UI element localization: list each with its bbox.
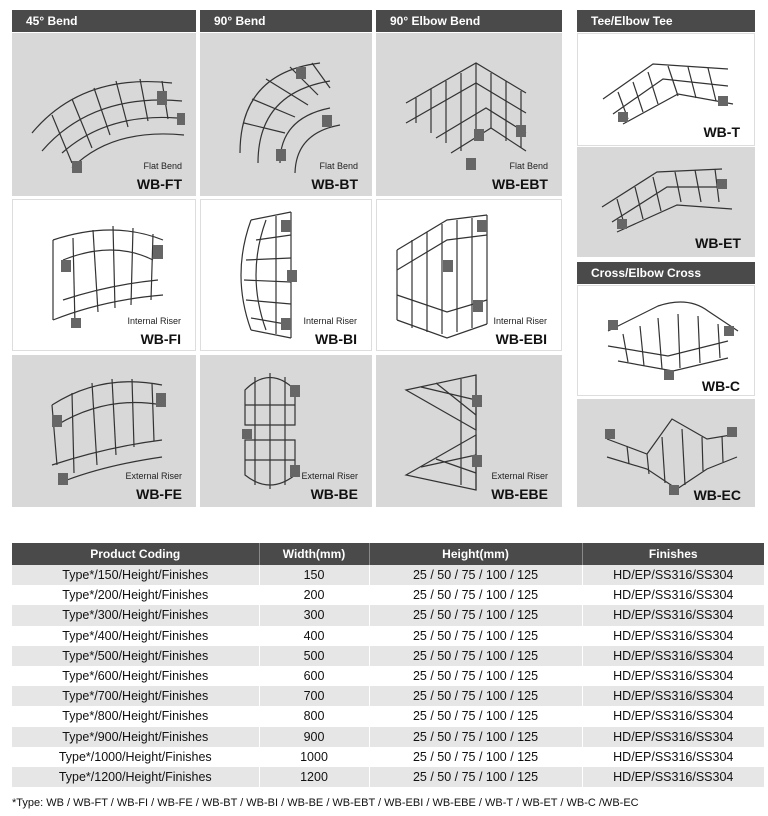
cell-product-coding: Type*/500/Height/Finishes bbox=[12, 646, 259, 666]
cell-height: 25 / 50 / 75 / 100 / 125 bbox=[369, 626, 582, 646]
fitting-drawing-90-elbow-internal-riser bbox=[377, 200, 562, 351]
fitting-caption: External Riser bbox=[491, 471, 548, 481]
fitting-code: WB-EBI bbox=[495, 331, 547, 347]
table-row bbox=[12, 565, 764, 585]
cell-width: 1200 bbox=[259, 767, 369, 787]
cell-height: 25 / 50 / 75 / 100 / 125 bbox=[369, 767, 582, 787]
fitting-card-wb-t bbox=[577, 33, 755, 146]
fitting-caption: External Riser bbox=[301, 471, 358, 481]
cell-height: 25 / 50 / 75 / 100 / 125 bbox=[369, 585, 582, 605]
fitting-card-wb-ec bbox=[577, 399, 755, 507]
column-header-width: Width(mm) bbox=[259, 543, 369, 565]
fitting-caption: Internal Riser bbox=[303, 316, 357, 326]
fitting-card-wb-ebi bbox=[376, 199, 562, 351]
fitting-code: WB-T bbox=[703, 124, 740, 140]
fitting-card-wb-et bbox=[577, 147, 755, 257]
cell-product-coding: Type*/300/Height/Finishes bbox=[12, 605, 259, 625]
cell-width: 600 bbox=[259, 666, 369, 686]
fitting-card-wb-ebt bbox=[376, 33, 562, 196]
table-row bbox=[12, 767, 764, 787]
cell-finishes: HD/EP/SS316/SS304 bbox=[582, 605, 764, 625]
cell-finishes: HD/EP/SS316/SS304 bbox=[582, 626, 764, 646]
table-row bbox=[12, 585, 764, 605]
cell-finishes: HD/EP/SS316/SS304 bbox=[582, 747, 764, 767]
cell-height: 25 / 50 / 75 / 100 / 125 bbox=[369, 727, 582, 747]
fitting-card-wb-bt bbox=[200, 33, 372, 196]
cell-width: 400 bbox=[259, 626, 369, 646]
fitting-code: WB-ET bbox=[695, 235, 741, 251]
header-cross: Cross/Elbow Cross bbox=[577, 262, 755, 284]
fitting-drawing-45-flat-bend bbox=[12, 33, 196, 196]
fitting-code: WB-BT bbox=[311, 176, 358, 192]
cell-height: 25 / 50 / 75 / 100 / 125 bbox=[369, 686, 582, 706]
fitting-caption: Internal Riser bbox=[127, 316, 181, 326]
fitting-caption: Flat Bend bbox=[143, 161, 182, 171]
fitting-drawing-45-internal-riser bbox=[13, 200, 196, 351]
fitting-code: WB-FT bbox=[136, 176, 182, 192]
fitting-caption: Flat Bend bbox=[319, 161, 358, 171]
fitting-drawing-90-flat-bend bbox=[200, 33, 372, 196]
cell-width: 500 bbox=[259, 646, 369, 666]
fitting-code: WB-FE bbox=[136, 486, 182, 502]
fitting-caption: Internal Riser bbox=[493, 316, 547, 326]
cell-height: 25 / 50 / 75 / 100 / 125 bbox=[369, 605, 582, 625]
fitting-caption: External Riser bbox=[125, 471, 182, 481]
cell-finishes: HD/EP/SS316/SS304 bbox=[582, 727, 764, 747]
column-header-product-coding: Product Coding bbox=[12, 543, 259, 565]
fitting-card-wb-ft bbox=[12, 33, 196, 196]
cell-width: 150 bbox=[259, 565, 369, 585]
header-tee: Tee/Elbow Tee bbox=[577, 10, 755, 32]
column-header-height: Height(mm) bbox=[369, 543, 582, 565]
spec-table bbox=[12, 543, 764, 787]
fitting-code: WB-EBT bbox=[492, 176, 548, 192]
fitting-code: WB-EC bbox=[693, 487, 741, 503]
cell-finishes: HD/EP/SS316/SS304 bbox=[582, 565, 764, 585]
cell-finishes: HD/EP/SS316/SS304 bbox=[582, 767, 764, 787]
table-row bbox=[12, 626, 764, 646]
table-row bbox=[12, 666, 764, 686]
fitting-card-wb-bi bbox=[200, 199, 372, 351]
cell-height: 25 / 50 / 75 / 100 / 125 bbox=[369, 747, 582, 767]
fitting-code: WB-C bbox=[701, 378, 740, 394]
fitting-code: WB-BI bbox=[315, 331, 357, 347]
cell-finishes: HD/EP/SS316/SS304 bbox=[582, 646, 764, 666]
table-row bbox=[12, 686, 764, 706]
cell-product-coding: Type*/800/Height/Finishes bbox=[12, 706, 259, 726]
fitting-card-wb-c bbox=[577, 285, 755, 396]
cell-height: 25 / 50 / 75 / 100 / 125 bbox=[369, 666, 582, 686]
cell-product-coding: Type*/1200/Height/Finishes bbox=[12, 767, 259, 787]
cell-height: 25 / 50 / 75 / 100 / 125 bbox=[369, 646, 582, 666]
cell-width: 300 bbox=[259, 605, 369, 625]
cell-finishes: HD/EP/SS316/SS304 bbox=[582, 585, 764, 605]
fitting-card-wb-fe bbox=[12, 355, 196, 507]
table-row bbox=[12, 706, 764, 726]
cell-height: 25 / 50 / 75 / 100 / 125 bbox=[369, 565, 582, 585]
cell-width: 800 bbox=[259, 706, 369, 726]
fitting-card-wb-be bbox=[200, 355, 372, 507]
cell-finishes: HD/EP/SS316/SS304 bbox=[582, 666, 764, 686]
cell-product-coding: Type*/900/Height/Finishes bbox=[12, 727, 259, 747]
cell-product-coding: Type*/400/Height/Finishes bbox=[12, 626, 259, 646]
cell-width: 1000 bbox=[259, 747, 369, 767]
fitting-drawing-90-elbow-external-riser bbox=[376, 355, 562, 507]
table-row bbox=[12, 747, 764, 767]
cell-width: 700 bbox=[259, 686, 369, 706]
fitting-code: WB-FI bbox=[140, 331, 181, 347]
cell-product-coding: Type*/150/Height/Finishes bbox=[12, 565, 259, 585]
fitting-drawing-45-external-riser bbox=[12, 355, 196, 507]
header-90-elbow-bend: 90° Elbow Bend bbox=[376, 10, 562, 32]
header-45-bend: 45° Bend bbox=[12, 10, 196, 32]
table-row bbox=[12, 727, 764, 747]
table-row bbox=[12, 646, 764, 666]
cell-product-coding: Type*/200/Height/Finishes bbox=[12, 585, 259, 605]
fitting-card-wb-ebe bbox=[376, 355, 562, 507]
header-90-bend: 90° Bend bbox=[200, 10, 372, 32]
fitting-code: WB-EBE bbox=[491, 486, 548, 502]
cell-product-coding: Type*/700/Height/Finishes bbox=[12, 686, 259, 706]
fitting-drawing-90-elbow-flat-bend bbox=[376, 33, 562, 196]
table-row bbox=[12, 605, 764, 625]
type-footnote: *Type: WB / WB-FT / WB-FI / WB-FE / WB-BT / WB-BI / WB-BE / WB-EBT / WB-EBI / WB-EBE / WB-T / WB-ET / WB-C /WB-EC bbox=[12, 797, 639, 809]
fitting-drawing-90-internal-riser bbox=[201, 200, 372, 351]
fitting-card-wb-fi bbox=[12, 199, 196, 351]
cell-finishes: HD/EP/SS316/SS304 bbox=[582, 706, 764, 726]
cell-width: 900 bbox=[259, 727, 369, 747]
fitting-caption: Flat Bend bbox=[509, 161, 548, 171]
cell-product-coding: Type*/1000/Height/Finishes bbox=[12, 747, 259, 767]
cell-width: 200 bbox=[259, 585, 369, 605]
cell-finishes: HD/EP/SS316/SS304 bbox=[582, 686, 764, 706]
cell-product-coding: Type*/600/Height/Finishes bbox=[12, 666, 259, 686]
column-header-finishes: Finishes bbox=[582, 543, 764, 565]
cell-height: 25 / 50 / 75 / 100 / 125 bbox=[369, 706, 582, 726]
fitting-code: WB-BE bbox=[310, 486, 358, 502]
table-header-row bbox=[12, 543, 764, 565]
fitting-drawing-90-external-riser bbox=[200, 355, 372, 507]
